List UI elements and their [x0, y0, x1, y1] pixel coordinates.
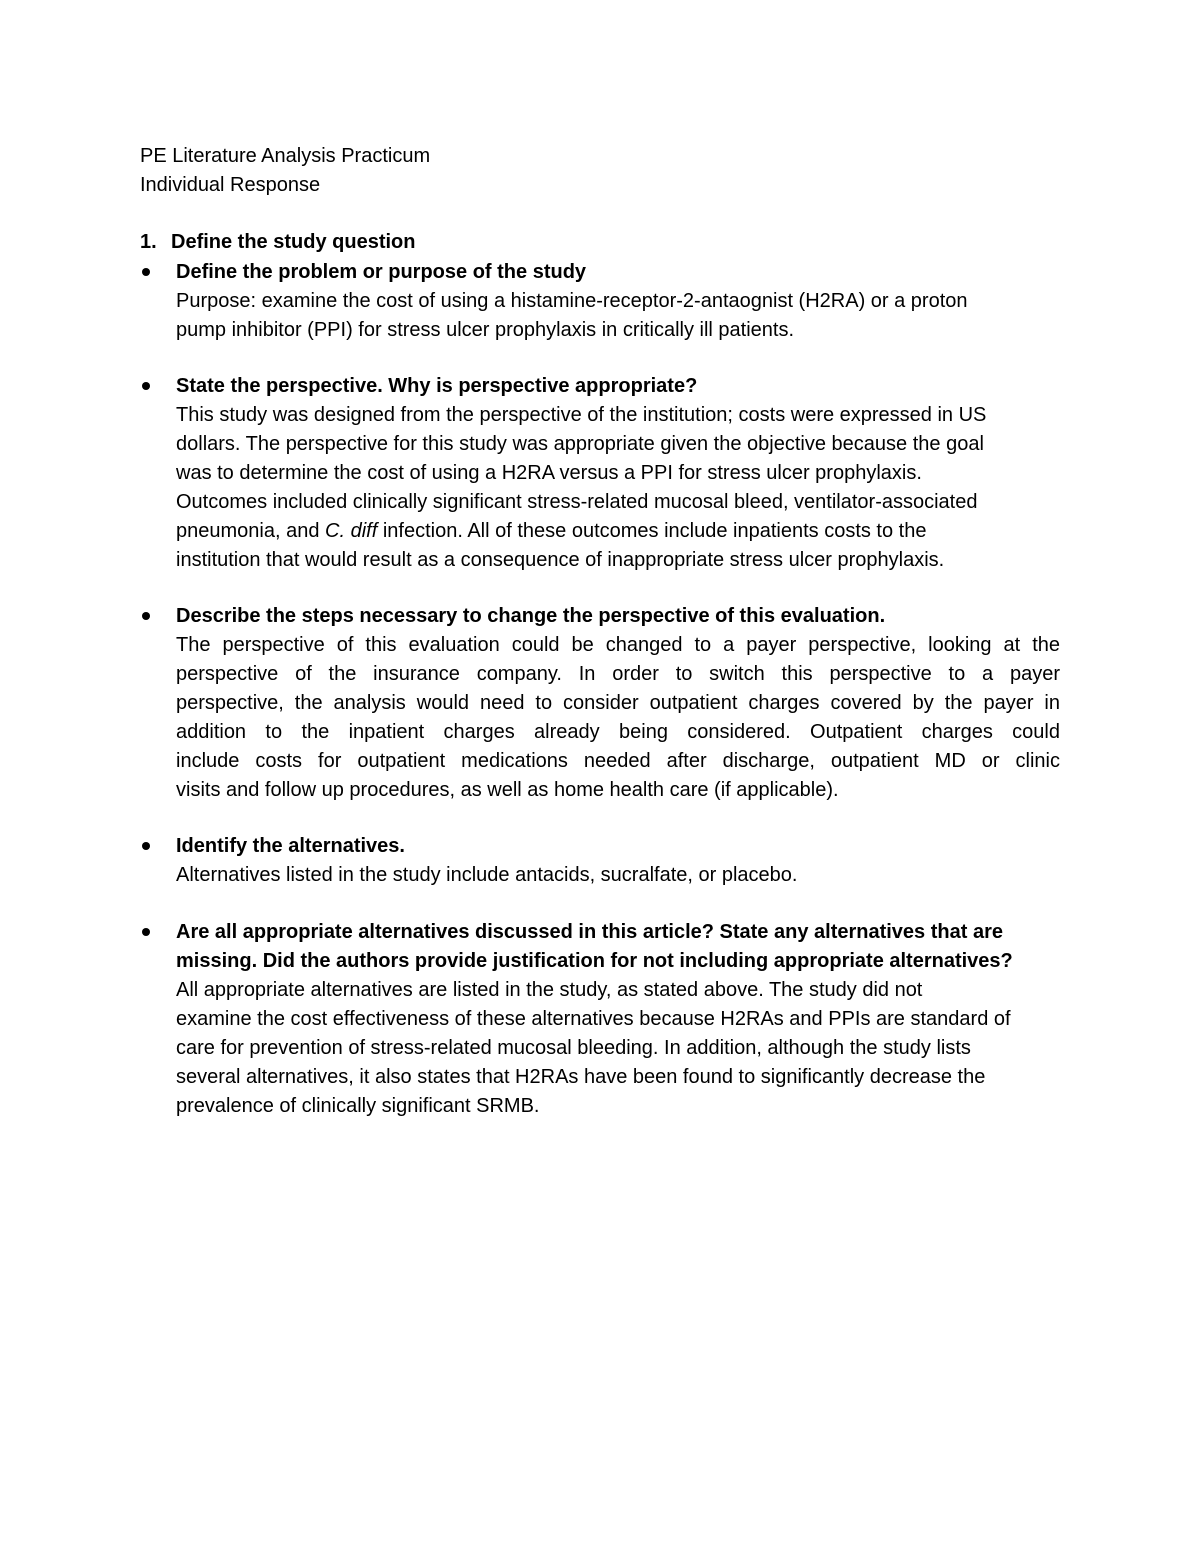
- item-answer-line: Outcomes included clinically significant stress-related mucosal bleed, ventilator-associated: [176, 491, 978, 513]
- question-number: 1.: [140, 231, 157, 253]
- item-question: Identify the alternatives.: [176, 835, 405, 857]
- item-answer-line: several alternatives, it also states that H2RAs have been found to significantly decrease the: [176, 1066, 986, 1088]
- item-answer-line: care for prevention of stress-related mucosal bleeding. In addition, although the study lists: [176, 1037, 971, 1059]
- item-answer-line: perspective of the insurance company. In order to switch this perspective to a payer: [176, 663, 1060, 685]
- document-title: PE Literature Analysis Practicum: [140, 145, 431, 167]
- organism-name: C. diff: [325, 520, 378, 542]
- question-heading: [140, 228, 415, 257]
- item-question: missing. Did the authors provide justification for not including appropriate alternatives?: [176, 950, 1013, 972]
- question-title: Define the study question: [171, 231, 416, 253]
- item-answer-line: prevalence of clinically significant SRMB.: [176, 1095, 540, 1117]
- item-answer-line: was to determine the cost of using a H2RA versus a PPI for stress ulcer prophylaxis.: [176, 462, 922, 484]
- item-answer-line: Alternatives listed in the study include antacids, sucralfate, or placebo.: [176, 864, 798, 886]
- item-answer-line: perspective, the analysis would need to consider outpatient charges covered by the payer in: [176, 692, 1060, 714]
- item-answer-line: All appropriate alternatives are listed in the study, as stated above. The study did not: [176, 979, 923, 1001]
- item-question: Describe the steps necessary to change the perspective of this evaluation.: [176, 605, 886, 627]
- item-answer-line: institution that would result as a consequence of inappropriate stress ulcer prophylaxis.: [176, 549, 945, 571]
- item-question: Define the problem or purpose of the study: [176, 261, 587, 283]
- answer-text: pneumonia, and: [176, 520, 326, 542]
- item-answer-line: dollars. The perspective for this study was appropriate given the objective because the goal: [176, 433, 984, 455]
- item-question: State the perspective. Why is perspective appropriate?: [176, 375, 698, 397]
- item-answer-line: This study was designed from the perspective of the institution; costs were expressed in US: [176, 404, 987, 426]
- item-answer-line: The perspective of this evaluation could be changed to a payer perspective, looking at the: [176, 634, 1060, 656]
- item-answer-line: addition to the inpatient charges already being considered. Outpatient charges could: [176, 721, 1060, 743]
- item-answer-line: [176, 517, 1060, 546]
- item-answer-line: visits and follow up procedures, as well as home health care (if applicable).: [176, 779, 839, 801]
- bullet-icon: [142, 928, 150, 936]
- item-question: Are all appropriate alternatives discussed in this article? State any alternatives that are: [176, 921, 1003, 943]
- item-answer-line: include costs for outpatient medications needed after discharge, outpatient MD or clinic: [176, 750, 1060, 772]
- answer-text: infection. All of these outcomes include inpatients costs to the: [377, 520, 927, 542]
- document-header: [140, 142, 430, 200]
- bullet-icon: [142, 612, 150, 620]
- bullet-icon: [142, 268, 150, 276]
- document-subtitle: Individual Response: [140, 174, 321, 196]
- bullet-icon: [142, 382, 150, 390]
- item-answer-line: pump inhibitor (PPI) for stress ulcer prophylaxis in critically ill patients.: [176, 319, 794, 341]
- item-answer-line: examine the cost effectiveness of these alternatives because H2RAs and PPIs are standard of: [176, 1008, 1011, 1030]
- item-answer-line: Purpose: examine the cost of using a histamine-receptor-2-antaognist (H2RA) or a proton: [176, 290, 968, 312]
- bullet-icon: [142, 842, 150, 850]
